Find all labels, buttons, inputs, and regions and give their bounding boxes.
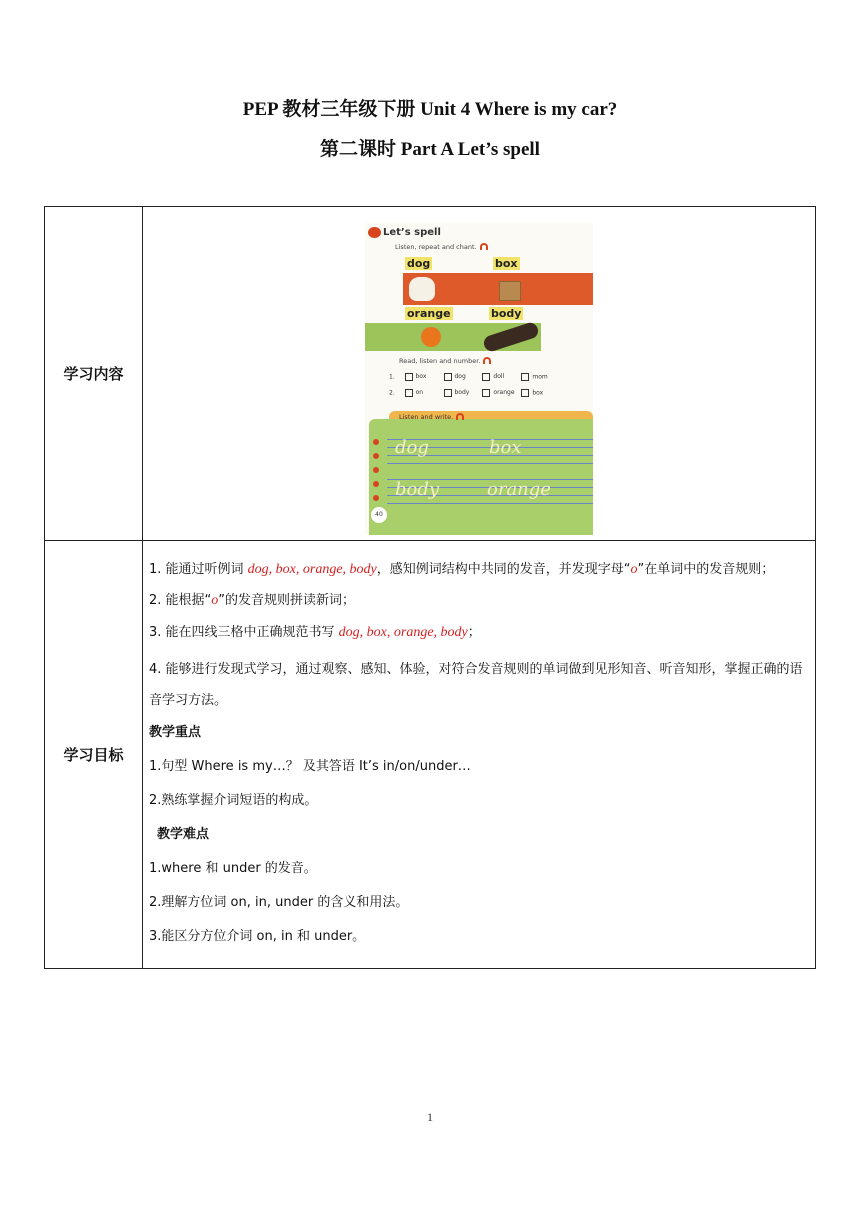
key-point-1: 1.句型 Where is my…？ 及其答语 It’s in/on/under… (149, 758, 471, 774)
key-points-title: 教学重点 (149, 724, 202, 740)
exercise-word: doll (493, 373, 505, 380)
difficulties-title: 教学难点 (157, 826, 210, 842)
objective-2 (149, 584, 809, 618)
objective-1-letter: o (630, 561, 638, 577)
objective-1-words: dog, box, orange, body (247, 561, 377, 577)
checkbox[interactable] (482, 373, 490, 381)
instruction-read-listen-text: Read, listen and number. (399, 356, 481, 365)
dog-picture (409, 277, 435, 301)
exercise-word: body (454, 389, 470, 396)
exercise-word: dog (454, 373, 466, 380)
objective-3 (149, 618, 809, 648)
page-number: 1 (427, 1110, 433, 1124)
objective-3-post: ； (467, 624, 481, 640)
instruction-listen-write-text: Listen and write. (399, 412, 454, 421)
writing-line (387, 503, 593, 504)
exercise-number: 1. (389, 373, 395, 380)
checkbox[interactable] (444, 373, 452, 381)
objective-4: 4. 能够进行发现式学习，通过观察、感知、体验，对符合发音规则的单词做到见形知音、听音知形，掌握正确的语音学习方法。 (149, 661, 803, 708)
checkbox[interactable] (482, 389, 490, 397)
exercise-number: 2. (389, 389, 395, 396)
exercise-row-1 (389, 373, 548, 381)
difficulty-3: 3.能区分方位介词 on, in 和 under。 (149, 928, 366, 944)
content-label: 学习内容 (45, 207, 143, 541)
word-body: body (491, 306, 522, 320)
handwriting-orange: orange (487, 478, 551, 500)
document-subtitle: 第二课时 Part A Let’s spell (320, 139, 540, 160)
notebook-hole (373, 481, 379, 487)
objective-2-post: ”的发音规则拼读新词； (218, 592, 356, 608)
difficulty-2: 2.理解方位词 on, in, under 的含义和用法。 (149, 894, 409, 910)
objectives-row (45, 541, 816, 969)
objective-2-letter: o (211, 592, 219, 608)
instruction-read-listen (399, 357, 491, 365)
orange-picture (421, 327, 441, 347)
instruction-listen-repeat (395, 243, 488, 251)
objective-2-pre: 2. 能根据“ (149, 592, 212, 608)
checkbox[interactable] (444, 389, 452, 397)
notebook-hole (373, 467, 379, 473)
objective-1 (149, 556, 809, 584)
content-row (45, 207, 816, 541)
word-orange: orange (407, 306, 451, 320)
checkbox[interactable] (521, 373, 529, 381)
headphones-icon (456, 413, 464, 420)
handwriting-dog: dog (395, 436, 429, 458)
exercise-row-2 (389, 389, 543, 397)
notebook-hole (373, 439, 379, 445)
content-cell (143, 207, 816, 541)
exercise-word: mom (532, 373, 548, 380)
headphones-icon (480, 243, 488, 250)
objectives-body (143, 556, 815, 954)
exercise-word: on (415, 389, 424, 396)
lets-spell-logo-icon (368, 227, 381, 238)
checkbox[interactable] (521, 389, 529, 397)
textbook-page-number: 40 (371, 507, 387, 523)
objective-1-pre: 1. 能通过听例词 (149, 561, 248, 577)
box-picture (499, 281, 521, 301)
objective-3-words: dog, box, orange, body (338, 624, 468, 640)
word-dog: dog (407, 256, 431, 270)
document-title: PEP 教材三年级下册 Unit 4 Where is my car? (242, 99, 618, 120)
notebook-hole (373, 453, 379, 459)
difficulty-1: 1.where 和 under 的发音。 (149, 860, 317, 876)
objectives-label: 学习目标 (45, 541, 143, 969)
objective-1-mid: ，感知例词结构中共同的发音，并发现字母“ (376, 561, 631, 577)
handwriting-body: body (395, 478, 440, 500)
instruction-listen-write (399, 413, 464, 421)
notebook-hole (373, 495, 379, 501)
objective-1-post: ”在单词中的发音规则； (637, 561, 775, 577)
textbook-page-image (365, 223, 593, 535)
headphones-icon (483, 357, 491, 364)
lesson-table (44, 206, 816, 969)
lets-spell-title: Let’s spell (383, 226, 441, 238)
handwriting-box: box (489, 436, 522, 458)
objective-3-pre: 3. 能在四线三格中正确规范书写 (149, 624, 339, 640)
objectives-cell (143, 541, 816, 969)
exercise-word: box (532, 389, 544, 396)
instruction-listen-repeat-text: Listen, repeat and chant. (395, 242, 477, 251)
key-point-2: 2.熟练掌握介词短语的构成。 (149, 792, 318, 808)
exercise-word: orange (493, 389, 515, 396)
checkbox[interactable] (405, 389, 413, 397)
exercise-word: box (415, 373, 427, 380)
writing-line (387, 463, 593, 464)
word-box: box (495, 256, 518, 270)
checkbox[interactable] (405, 373, 413, 381)
